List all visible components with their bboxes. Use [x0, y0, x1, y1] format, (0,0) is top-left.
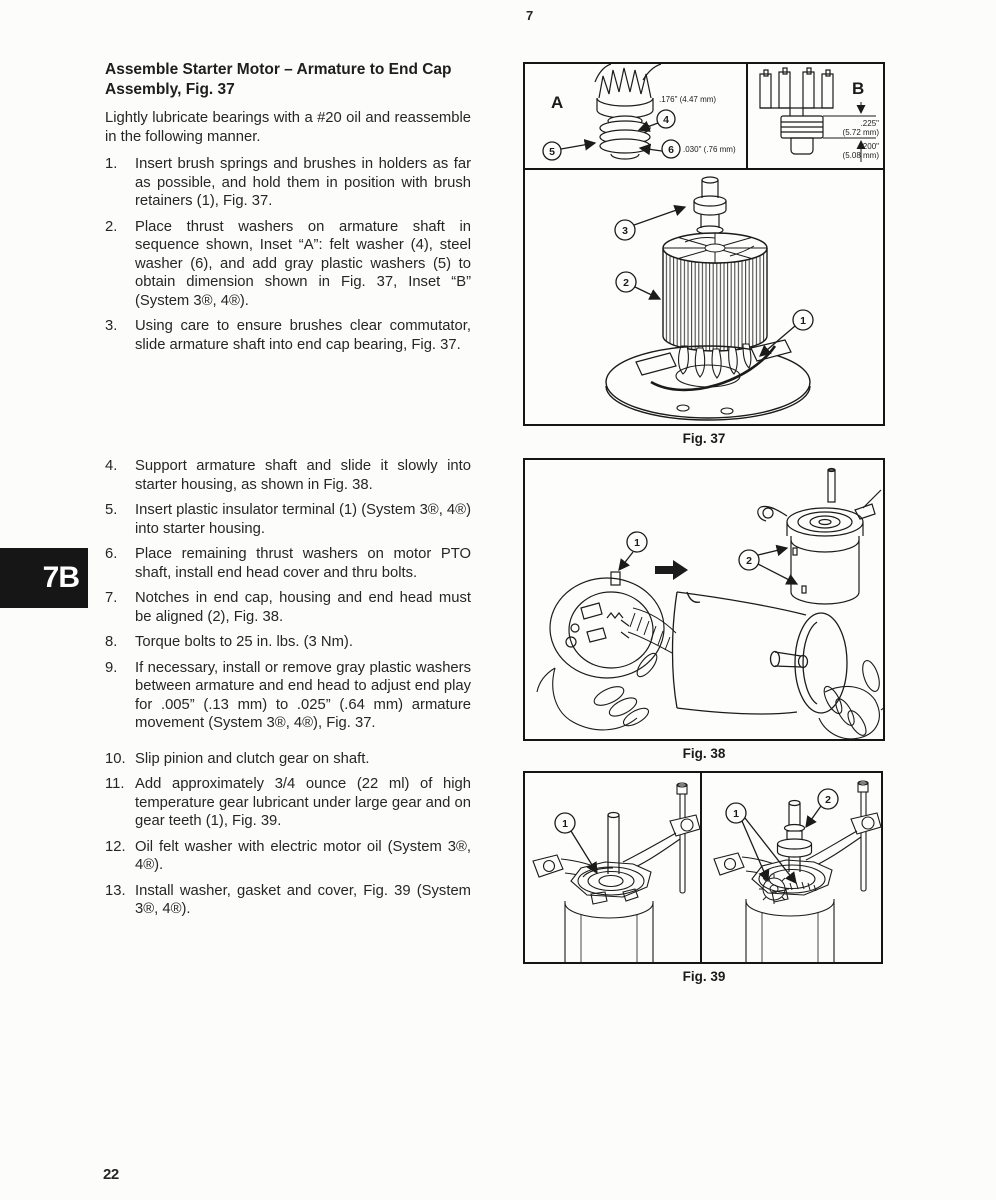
- motor-body: [565, 889, 653, 962]
- fig37-main-drawing: [525, 170, 883, 424]
- figure-39: [523, 771, 885, 984]
- column-spacer: [105, 740, 471, 750]
- inset-a-label: A: [551, 93, 564, 112]
- svg-text:.225": .225": [860, 119, 879, 128]
- step-text: Insert brush springs and brushes in holders as far as possible, and hold them in position with brush retainers (1), Fig. 37.: [135, 156, 471, 209]
- step-number: 4.: [105, 458, 118, 474]
- step-item: [105, 750, 471, 769]
- svg-text:1: 1: [562, 818, 568, 830]
- column-spacer: [105, 361, 471, 457]
- step-item: [105, 155, 471, 211]
- page-header-number: 7: [526, 8, 534, 23]
- figures-column: [523, 62, 885, 984]
- callout-2: [616, 272, 660, 299]
- fig37-insets: [523, 62, 885, 170]
- fig37-inset-a: [523, 62, 748, 170]
- section-heading: Assemble Starter Motor – Armature to End Cap Assembly, Fig. 37: [105, 61, 452, 98]
- step-item: [105, 589, 471, 626]
- thru-bolt: [858, 781, 868, 891]
- step-number: 9.: [105, 659, 118, 676]
- callout-5: [543, 142, 595, 160]
- callout-2: [739, 548, 797, 584]
- step-item: [105, 775, 471, 831]
- wire-braid: [628, 608, 676, 653]
- svg-text:1: 1: [733, 808, 739, 820]
- motor-body: [746, 890, 834, 962]
- step-text: Place thrust washers on armature shaft in sequence shown, Inset “A”: felt washer (4), steel washer (6), and add gray plastic washers (5) to obtain dimension shown in Fig. 37, Inset “B” (System 3®, 4®).: [135, 218, 471, 309]
- svg-text:2: 2: [623, 277, 629, 289]
- step-text: If necessary, install or remove gray plastic washers between armature and end head to adjust end play for .005” (.13 mm) to .025” (.64 mm) armature movement (System 3®, 4®), Fig. 37.: [135, 659, 471, 731]
- step-text: Insert plastic insulator terminal (1) (System 3®, 4®) into starter housing.: [135, 502, 471, 537]
- motion-arrow: [655, 560, 688, 580]
- step-item: [105, 633, 471, 652]
- svg-text:.200": .200": [860, 142, 879, 151]
- svg-text:5: 5: [549, 146, 555, 158]
- step-item: [105, 659, 471, 733]
- starter-housing-tube: [673, 592, 848, 714]
- fig37-main: [523, 168, 885, 426]
- callout-1: [619, 532, 647, 570]
- fig39-left-drawing: [525, 773, 700, 962]
- fig39-left-panel: [523, 771, 702, 964]
- step-item: [105, 882, 471, 919]
- step-number: 3.: [105, 318, 118, 334]
- brush-spring-crown: [595, 64, 661, 118]
- step-text: Notches in end cap, housing and end head must be aligned (2), Fig. 38.: [135, 590, 471, 625]
- fig39-right-drawing: [702, 773, 881, 962]
- step-number: 8.: [105, 634, 118, 650]
- step-item: [105, 317, 471, 354]
- page-footer-number: 22: [103, 1166, 119, 1183]
- dimension-labels: [843, 119, 880, 160]
- callout-3: [615, 207, 685, 240]
- step-number: 2.: [105, 218, 118, 235]
- figure-37: [523, 62, 885, 446]
- assembled-motor: [758, 469, 881, 605]
- step-text: Place remaining thrust washers on motor PTO shaft, install end head cover and thru bolts.: [135, 546, 471, 581]
- step-text: Torque bolts to 25 in. lbs. (3 Nm).: [135, 634, 353, 650]
- fig38-drawing: [525, 460, 883, 739]
- steel-washer-dimension: .030" (.76 mm): [683, 145, 736, 154]
- svg-text:2: 2: [825, 794, 831, 806]
- step-number: 12.: [105, 838, 126, 855]
- fig37-inset-b-drawing: [748, 64, 883, 168]
- end-cap-assembly: [550, 572, 664, 678]
- svg-text:(5.72 mm): (5.72 mm): [842, 128, 879, 137]
- step-number: 7.: [105, 590, 118, 606]
- felt-washer-dimension: .176" (4.47 mm): [659, 95, 717, 104]
- thru-bolt: [677, 783, 687, 893]
- step-number: 10.: [105, 750, 126, 767]
- callout-2: [806, 789, 838, 827]
- hands: [537, 650, 883, 739]
- step-number: 6.: [105, 546, 118, 562]
- brush-holder-group: [760, 68, 833, 116]
- section-tab: 7B: [0, 548, 88, 608]
- fig37-caption: Fig. 37: [682, 431, 726, 446]
- fig38-caption: Fig. 38: [682, 746, 726, 761]
- svg-text:6: 6: [668, 144, 674, 156]
- fig38-box: [523, 458, 885, 741]
- fig39-caption: Fig. 39: [682, 969, 726, 984]
- svg-text:1: 1: [800, 315, 806, 327]
- step-text: Oil felt washer with electric motor oil (System 3®, 4®).: [135, 838, 471, 873]
- washer-stack: [600, 116, 650, 159]
- step-text: Add approximately 3/4 ounce (22 ml) of high temperature gear lubricant under large gear and on gear teeth (1), Fig. 39.: [135, 776, 471, 829]
- intro-paragraph: Lightly lubricate bearings with a #20 oil and reassemble in the following manner.: [105, 110, 471, 145]
- step-text: Using care to ensure brushes clear commutator, slide armature shaft into end cap bearing, Fig. 37.: [135, 318, 471, 353]
- svg-text:3: 3: [622, 225, 628, 237]
- fig37-inset-b: [748, 62, 885, 170]
- svg-text:2: 2: [746, 555, 752, 567]
- step-text: Install washer, gasket and cover, Fig. 39 (System 3®, 4®).: [135, 882, 471, 917]
- step-number: 11.: [105, 776, 125, 792]
- fig37-inset-a-drawing: [525, 64, 746, 168]
- armature-body: [663, 233, 767, 351]
- step-number: 13.: [105, 882, 126, 899]
- figure-38: [523, 458, 885, 761]
- step-item: [105, 457, 471, 494]
- step-item: [105, 838, 471, 875]
- step-text: Support armature shaft and slide it slowly into starter housing, as shown in Fig. 38.: [135, 458, 471, 493]
- step-item: [105, 545, 471, 582]
- end-cap: [606, 340, 810, 420]
- svg-text:1: 1: [634, 537, 640, 549]
- svg-text:(5.08 mm): (5.08 mm): [842, 151, 879, 160]
- fig39-right-panel: [700, 771, 883, 964]
- step-list: [105, 155, 471, 919]
- fig39-row: [523, 771, 885, 964]
- inset-b-label: B: [852, 79, 865, 98]
- mounting-bracket: [533, 815, 700, 897]
- step-item: [105, 218, 471, 311]
- step-item: [105, 501, 471, 538]
- washer-stack-side: [781, 116, 823, 154]
- step-text: Slip pinion and clutch gear on shaft.: [135, 750, 370, 767]
- instructions-column: [105, 60, 471, 926]
- svg-text:4: 4: [663, 114, 669, 126]
- step-number: 5.: [105, 502, 118, 518]
- step-number: 1.: [105, 156, 118, 172]
- armature-shaft: [694, 177, 726, 234]
